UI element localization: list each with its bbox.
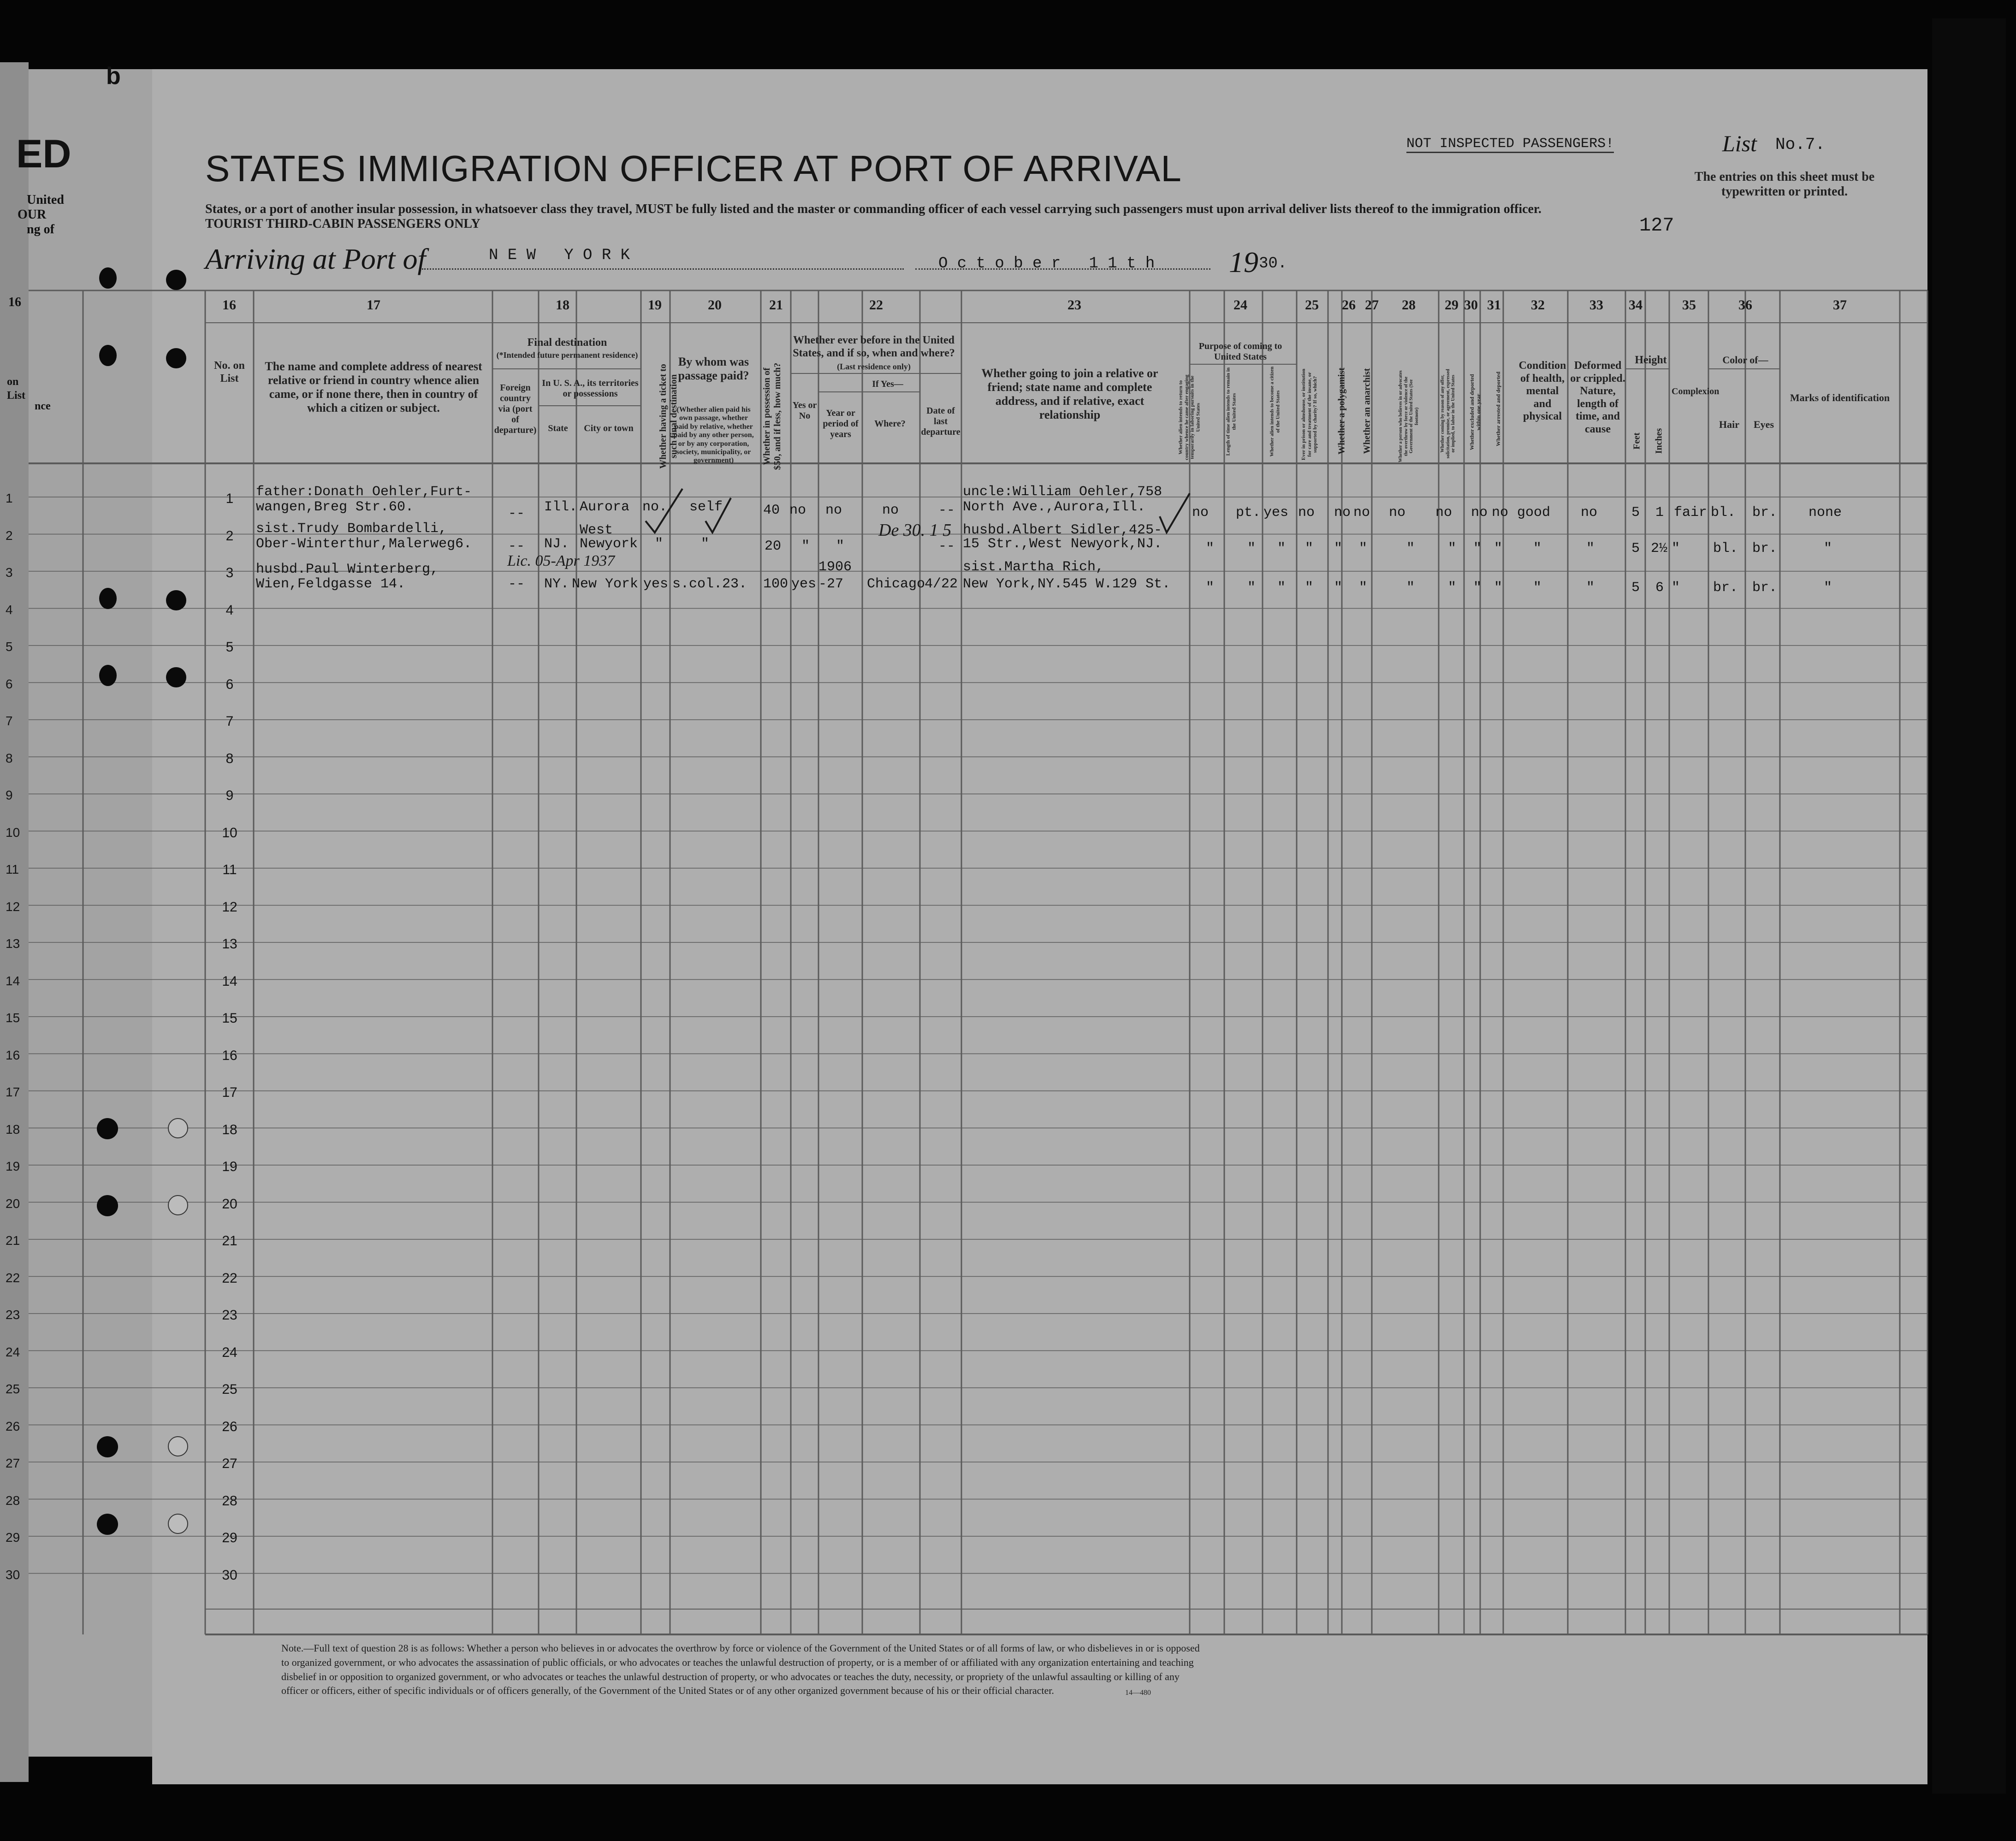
header-purpose-a: Whether alien intends to return to country whence he came after engaging temporarily in laboring pursuits in the United States xyxy=(1178,374,1201,460)
punch-hole xyxy=(168,1436,188,1456)
header-hair: Hair xyxy=(1719,419,1739,430)
header-foreign-country: Foreign country via (port of departure) xyxy=(494,383,537,435)
column-number: 31 xyxy=(1487,297,1501,313)
column-number: 36 xyxy=(1738,297,1752,313)
row-number: 29 xyxy=(222,1530,237,1545)
left-page-row-number: 12 xyxy=(6,899,20,914)
left-page-row-number: 9 xyxy=(6,788,13,802)
punch-hole xyxy=(166,667,186,687)
row1-inches: 1 xyxy=(1655,505,1664,521)
ditto-mark: " xyxy=(1406,580,1415,596)
header-health: Condition of health, mental and physical xyxy=(1518,360,1566,423)
row3-relative: husbd.Paul Winterberg, xyxy=(256,562,439,577)
not-inspected-stamp: NOT INSPECTED PASSENGERS! xyxy=(1406,136,1614,153)
column-number: 18 xyxy=(556,297,569,313)
punch-hole xyxy=(166,590,186,610)
row1-foreign: -- xyxy=(508,506,525,521)
row2-ticket: " xyxy=(655,536,664,552)
row1-q29: no xyxy=(1435,505,1453,521)
column-number: 22 xyxy=(869,297,883,313)
row1-feet: 5 xyxy=(1631,505,1640,521)
left-page-row-number: 3 xyxy=(6,565,13,580)
column-number: 16 xyxy=(222,297,236,313)
ditto-mark: " xyxy=(1277,541,1286,556)
column-number: 24 xyxy=(1233,297,1247,313)
row2-where-handwritten: De 30. 1 5 xyxy=(878,521,952,540)
header-color-of: Color of— xyxy=(1722,354,1768,366)
ditto-mark: " xyxy=(1672,541,1680,556)
row2-paid-by: " xyxy=(701,536,710,552)
header-feet: Feet xyxy=(1631,432,1642,450)
punch-hole xyxy=(97,1514,118,1535)
row3-inches: 6 xyxy=(1655,580,1664,596)
row1-q25: no xyxy=(1298,505,1315,521)
column-number: 30 xyxy=(1464,297,1478,313)
row3-departure: 4/22 xyxy=(925,576,958,592)
header-final-destination: Final destination xyxy=(527,337,607,349)
row2-money: 20 xyxy=(765,539,782,554)
header-q30: Whether excluded and deported within one year xyxy=(1469,374,1482,450)
left-page-row-number: 4 xyxy=(6,602,13,617)
row-number: 12 xyxy=(222,899,237,915)
row-number: 18 xyxy=(222,1122,237,1137)
header-no-on-list: No. on List xyxy=(214,360,245,385)
header-in-usa: In U. S. A., its territories or possessions xyxy=(542,378,639,399)
row2-relative: Ober-Winterthur,Malerweg6. xyxy=(256,536,472,552)
row2-foreign: -- xyxy=(508,539,525,554)
page-number: 127 xyxy=(1639,214,1674,237)
year-prefix: 19 xyxy=(1229,246,1258,278)
row2-city: West xyxy=(580,522,613,538)
row-number: 26 xyxy=(222,1419,237,1434)
row-number: 15 xyxy=(222,1011,237,1026)
punch-hole xyxy=(97,1195,118,1216)
row1-q24c: yes xyxy=(1263,505,1289,521)
ditto-mark: " xyxy=(1448,580,1457,596)
row1-hair: bl. xyxy=(1711,505,1736,521)
row3-years: -27 xyxy=(818,576,844,592)
row3-yes-no: yes xyxy=(791,576,817,592)
ditto-mark: " xyxy=(1494,541,1503,556)
row3-paid-by: s.col.23. xyxy=(672,576,747,592)
row1-departure: -- xyxy=(938,503,955,518)
row3-relative: Wien,Feldgasse 14. xyxy=(256,576,406,592)
row1-ticket: no. xyxy=(642,499,668,515)
row-number: 6 xyxy=(225,676,234,692)
column-number: 26 xyxy=(1342,297,1356,313)
punch-hole xyxy=(166,270,186,290)
row2-eyes: br. xyxy=(1752,541,1778,556)
row3-join: New York,NY.545 W.129 St. xyxy=(963,576,1171,592)
punch-hole xyxy=(168,1118,188,1138)
row-number: 2 xyxy=(225,528,234,544)
left-page-row-number: 16 xyxy=(6,1048,20,1062)
header-anarchist: Whether an anarchist xyxy=(1362,368,1372,454)
ditto-mark: " xyxy=(1586,580,1595,596)
arriving-label: Arriving at Port of xyxy=(205,243,426,275)
row1-q31: no xyxy=(1492,505,1509,521)
row2-state: NJ. xyxy=(544,536,569,552)
row3-city: New York xyxy=(572,576,639,592)
header-prison: Ever in prison or almshouse, or institution for care and treatment of the insane, or supported by charity? If so, which? xyxy=(1301,368,1318,461)
punch-hole xyxy=(168,1514,188,1534)
row-number: 19 xyxy=(222,1159,237,1174)
ditto-mark: " xyxy=(1359,541,1368,556)
row-number: 25 xyxy=(222,1382,237,1397)
header-q31: Whether arrested and deported xyxy=(1495,371,1502,446)
header-complexion: Complexion xyxy=(1672,386,1720,397)
punch-hole xyxy=(97,1436,118,1457)
row2-marks: " xyxy=(1824,541,1832,556)
header-relative: The name and complete address of nearest relative or friend in country whence alien came, or if none there, then in country of which a citizen or subject. xyxy=(265,360,482,414)
left-page-row-number: 7 xyxy=(6,714,13,728)
left-page-fragment: ED xyxy=(16,132,71,176)
ditto-mark: " xyxy=(1334,541,1343,556)
row-number: 22 xyxy=(222,1270,237,1286)
row1-q27: no xyxy=(1353,505,1370,521)
row2-yes-no: " xyxy=(801,539,810,554)
punch-hole xyxy=(166,348,186,368)
left-page-fragment-b: b xyxy=(106,63,121,89)
list-number: No.7. xyxy=(1775,135,1826,154)
left-page-row-number: 28 xyxy=(6,1493,20,1508)
row1-years: no xyxy=(825,503,842,518)
row1-eyes: br. xyxy=(1752,505,1778,521)
header-where: Where? xyxy=(874,419,906,429)
left-page-row-number: 25 xyxy=(6,1382,20,1396)
header-polygamist: Whether a polygamist xyxy=(1336,367,1347,455)
row2-join: 15 Str.,West Newyork,NJ. xyxy=(963,536,1162,552)
row1-q24a: no xyxy=(1192,505,1209,521)
row-number: 13 xyxy=(222,936,237,952)
row3-ticket: yes xyxy=(643,576,669,592)
left-page-row-number: 23 xyxy=(6,1308,20,1322)
row2-departure: -- xyxy=(938,539,955,554)
footnote: Note.—Full text of question 28 is as follows: Whether a person who believes in or advocates the overthrow by force or violence of the Government of the United States or of all forms of law, or who disbelieves in or is opposed to organized government, or who advocates the assassination of public officials, or who advocates or teaches the unlawful destruction of property, or is a member of or affiliated with any organization entertaining and teaching disbelief in or opposition to organized government, or who advocates or teaches the unlawful destruction of property, or who advocates or teaches the duty, necessity, or propriety of the unlawful assaulting or killing of any officer or officers, either of specific individuals or of officers generally, of the Government of the United States or of any other organized government because of his or their official character. xyxy=(281,1642,1200,1697)
left-page-row-number: 2 xyxy=(6,528,13,543)
left-page-row-number: 30 xyxy=(6,1567,20,1582)
header-by-whom-note: (Whether alien paid his own passage, whether paid by relative, whether paid by any other person, or by any corporation, society, municipality, or government) xyxy=(673,406,754,465)
header-join-relative: Whether going to join a relative or friend; state name and complete address, and if relative, exact relationship xyxy=(981,367,1158,421)
page-title: STATES IMMIGRATION OFFICER AT PORT OF ARRIVAL xyxy=(205,148,1182,189)
ditto-mark: " xyxy=(1359,580,1368,596)
row-number: 10 xyxy=(222,825,237,841)
left-page-row-number: 27 xyxy=(6,1456,20,1470)
checkmark-marks xyxy=(636,479,738,549)
row1-money: 40 xyxy=(763,503,780,518)
left-page-row-number: 20 xyxy=(6,1196,20,1211)
row3-marks: " xyxy=(1824,580,1832,596)
header-state: State xyxy=(548,423,568,433)
ditto-mark: " xyxy=(1406,541,1415,556)
arrival-date: O c t o b e r 1 1 t h xyxy=(938,255,1155,272)
ditto-mark: " xyxy=(1334,580,1343,596)
ditto-mark: " xyxy=(1206,580,1215,596)
column-number: 23 xyxy=(1067,297,1081,313)
row-number: 28 xyxy=(222,1493,237,1509)
header-inches: Inches xyxy=(1654,428,1664,454)
row1-yes-no: no xyxy=(789,503,806,518)
row1-deformed: no xyxy=(1581,505,1598,521)
row2-feet: 5 xyxy=(1631,541,1640,556)
ditto-mark: " xyxy=(1206,541,1215,556)
intro-text: States, or a port of another insular possession, in whatsoever class they travel, MUST be fully listed and the master or commanding officer of each vessel carrying such passengers must upon arrival deliver lists thereof to the immigration officer. xyxy=(205,202,1542,216)
left-page-row-number: 1 xyxy=(6,491,13,505)
row1-q24b: pt. xyxy=(1236,505,1261,521)
left-page-col-number: 16 xyxy=(8,295,21,309)
column-number: 20 xyxy=(708,297,722,313)
port-underline xyxy=(422,268,904,270)
row1-q30: no xyxy=(1471,505,1488,521)
row1-relative: wangen,Breg Str.60. xyxy=(256,499,414,515)
ditto-mark: " xyxy=(1277,580,1286,596)
row1-complexion: fair xyxy=(1674,505,1708,521)
header-purpose: Purpose of coming to United States xyxy=(1198,341,1282,362)
left-page-row-number: 26 xyxy=(6,1419,20,1433)
row-number: 14 xyxy=(222,973,237,989)
left-page-line: OUR xyxy=(18,207,47,222)
column-number: 37 xyxy=(1833,297,1847,313)
row-number: 27 xyxy=(222,1456,237,1471)
left-page-row-number: 15 xyxy=(6,1011,20,1025)
row1-marks: none xyxy=(1808,505,1842,521)
row-number: 20 xyxy=(222,1196,237,1212)
ditto-mark: " xyxy=(1533,541,1542,556)
row1-city: Aurora xyxy=(580,499,630,515)
ditto-mark: " xyxy=(1305,580,1314,596)
port-value: N E W Y O R K xyxy=(489,247,630,264)
column-number: 19 xyxy=(648,297,662,313)
header-final-destination-note: (*Intended future permanent residence) xyxy=(496,350,638,360)
ditto-mark: " xyxy=(1247,580,1256,596)
row-number: 30 xyxy=(222,1567,237,1583)
ditto-mark: " xyxy=(1586,541,1595,556)
row-number: 1 xyxy=(225,491,234,506)
row3-join: sist.Martha Rich, xyxy=(963,559,1104,575)
punch-hole xyxy=(99,588,117,609)
row3-money: 100 xyxy=(763,576,789,592)
header-q29: Whether coming by reason of any offer, solicitation, promise, or agreement, expressed or implied, to labor in the United States xyxy=(1440,369,1456,459)
row1-join: North Ave.,Aurora,Ill. xyxy=(963,499,1146,515)
left-page-row-number: 6 xyxy=(6,676,13,691)
header-deformed: Deformed or crippled. Nature, length of time, and cause xyxy=(1570,360,1625,435)
row3-eyes: br. xyxy=(1752,580,1778,596)
left-page-row-number: 17 xyxy=(6,1085,20,1099)
left-page-row-number: 10 xyxy=(6,825,20,840)
column-number: 29 xyxy=(1445,297,1459,313)
row1-paid-by: self xyxy=(689,499,723,515)
header-yes-no: Yes or No xyxy=(792,400,817,421)
column-number: 32 xyxy=(1531,297,1545,313)
punch-hole xyxy=(99,267,117,289)
column-number: 27 xyxy=(1365,297,1379,313)
row3-state: NY. xyxy=(544,576,569,592)
left-page-row-number: 11 xyxy=(6,862,19,876)
row-number: 17 xyxy=(222,1085,237,1100)
ditto-mark: " xyxy=(1473,580,1482,596)
left-page-label: List xyxy=(7,390,26,402)
row1-health: good xyxy=(1517,505,1551,521)
row1-state: Ill. xyxy=(544,499,578,515)
row-number: 4 xyxy=(225,602,234,618)
row-number: 16 xyxy=(222,1048,237,1063)
left-page-line: United xyxy=(27,193,64,207)
row3-foreign: -- xyxy=(508,576,525,592)
row2-relative: sist.Trudy Bombardelli, xyxy=(256,521,447,537)
column-number: 25 xyxy=(1305,297,1319,313)
row1-q28: no xyxy=(1389,505,1406,521)
header-by-whom: By whom was passage paid? xyxy=(678,355,749,382)
year-suffix: 30. xyxy=(1259,255,1287,272)
form-code: 14—480 xyxy=(1125,1689,1151,1697)
row-number: 24 xyxy=(222,1344,237,1360)
header-if-yes: If Yes— xyxy=(872,379,903,389)
row3-years: 1906 xyxy=(818,559,852,575)
header-ever-before: Whether ever before in the United States, and if so, when and where? xyxy=(793,334,955,359)
ditto-mark: " xyxy=(1448,541,1457,556)
left-page-row-number: 18 xyxy=(6,1122,20,1137)
row-number: 11 xyxy=(222,862,237,877)
row1-relative: father:Donath Oehler,Furt- xyxy=(256,484,472,500)
left-page-row-number: 22 xyxy=(6,1270,20,1285)
row2-city: Newyork xyxy=(580,536,638,552)
row3-feet: 5 xyxy=(1631,580,1640,596)
header-purpose-b: Length of time alien intends to remain in the United States xyxy=(1225,367,1237,456)
row-number: 5 xyxy=(225,639,234,655)
row3-where: Chicago xyxy=(867,576,925,592)
left-page-label: nce xyxy=(35,400,51,412)
row3-hair: br. xyxy=(1713,580,1738,596)
row-number: 23 xyxy=(222,1308,237,1323)
row2-inches: 2½ xyxy=(1651,541,1668,556)
row2-hair: bl. xyxy=(1713,541,1738,556)
left-page-row-number: 5 xyxy=(6,639,13,654)
ditto-mark: " xyxy=(1247,541,1256,556)
left-page-row-number: 13 xyxy=(6,936,20,951)
row1-join: uncle:William Oehler,758 xyxy=(963,484,1162,500)
header-marks: Marks of identification xyxy=(1790,392,1890,403)
header-city: City or town xyxy=(584,423,634,433)
left-page-row-number: 29 xyxy=(6,1530,20,1545)
ditto-mark: " xyxy=(1672,580,1680,596)
column-number: 33 xyxy=(1589,297,1603,313)
left-page-line: ng of xyxy=(27,222,54,237)
header-date-departure: Date of last departure xyxy=(921,406,961,437)
left-page-row-number: 8 xyxy=(6,751,13,765)
left-page-row-number: 14 xyxy=(6,973,20,988)
column-number: 28 xyxy=(1402,297,1416,313)
column-number: 35 xyxy=(1682,297,1696,313)
row1-where: no xyxy=(882,503,899,518)
row-number: 3 xyxy=(225,565,234,580)
ditto-mark: " xyxy=(1305,541,1314,556)
left-page-label: on xyxy=(7,376,19,388)
ditto-mark: " xyxy=(1494,580,1503,596)
header-year-period: Year or period of years xyxy=(823,408,859,439)
typewritten-note: The entries on this sheet must be typewritten or printed. xyxy=(1694,170,1875,199)
row-number: 7 xyxy=(225,714,234,729)
left-page-row-number: 21 xyxy=(6,1233,20,1248)
header-eyes: Eyes xyxy=(1754,419,1774,430)
row-number: 21 xyxy=(222,1233,237,1249)
header-ever-before-note: (Last residence only) xyxy=(837,362,911,371)
header-fifty-dollars: Whether in possession of $50, and if less, how much? xyxy=(762,362,783,470)
row3-handwritten-note: Lic. 05-Apr 1937 xyxy=(507,552,615,569)
column-number: 34 xyxy=(1629,297,1642,313)
column-number: 17 xyxy=(367,297,380,313)
header-q28: Whether a person who believes in or advocates the overthrow by force or violence of the Government of the United States (See footnote) xyxy=(1398,370,1419,462)
punch-hole xyxy=(99,345,117,366)
left-page-row-number: 19 xyxy=(6,1159,20,1173)
header-ticket: Whether having a ticket to such final destination xyxy=(658,364,679,469)
row1-q26: no xyxy=(1334,505,1351,521)
row-number: 8 xyxy=(225,751,234,766)
class-line: TOURIST THIRD-CABIN PASSENGERS ONLY xyxy=(205,217,480,231)
header-purpose-c: Whether alien intends to become a citizen of the United States xyxy=(1269,366,1281,457)
checkmark-marks xyxy=(1153,489,1194,539)
column-number: 21 xyxy=(769,297,783,313)
row2-years: " xyxy=(836,539,845,554)
ditto-mark: " xyxy=(1473,541,1482,556)
punch-hole xyxy=(99,665,117,686)
row2-join: husbd.Albert Sidler,425- xyxy=(963,522,1162,538)
row-number: 9 xyxy=(225,788,234,803)
list-label: List xyxy=(1722,130,1757,156)
punch-hole xyxy=(168,1195,188,1215)
header-height: Height xyxy=(1635,354,1667,366)
punch-hole xyxy=(97,1118,118,1139)
left-page-row-number: 24 xyxy=(6,1344,20,1359)
ditto-mark: " xyxy=(1533,580,1542,596)
